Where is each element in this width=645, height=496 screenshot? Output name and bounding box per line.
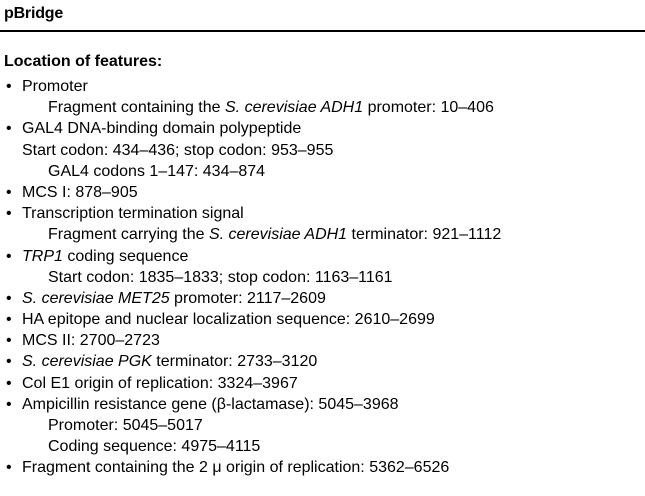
- feature-italic-text: S. cerevisiae ADH1: [208, 226, 348, 244]
- feature-italic-text: S. cerevisiae PGK: [22, 353, 152, 371]
- feature-italic-text: TRP1: [22, 247, 63, 265]
- bullet-icon: •: [6, 459, 12, 477]
- bullet-icon: •: [6, 183, 12, 201]
- feature-item: [4, 118, 644, 139]
- bullet-icon: •: [6, 78, 12, 95]
- feature-text: Fragment carrying the: [48, 226, 209, 244]
- features-list: [4, 76, 644, 479]
- feature-text: MCS II: 2700–2723: [22, 332, 160, 350]
- feature-text: terminator: 921–1112: [347, 226, 502, 244]
- feature-text: coding sequence: [62, 247, 189, 265]
- feature-detail: [4, 436, 644, 457]
- bullet-icon: •: [6, 395, 12, 413]
- feature-detail: [4, 224, 644, 245]
- feature-text: MCS I: 878–905: [22, 183, 138, 201]
- feature-detail: [4, 267, 644, 288]
- bullet-icon: •: [6, 353, 12, 371]
- feature-item: [4, 373, 644, 394]
- feature-text: Fragment containing the: [48, 99, 225, 117]
- feature-text: Fragment containing the 2 μ origin of replication: 5362–6526: [22, 459, 450, 477]
- feature-item: [4, 203, 644, 224]
- feature-detail: [4, 415, 644, 436]
- bullet-icon: •: [6, 205, 12, 223]
- feature-item: [4, 394, 644, 415]
- feature-text: GAL4 codons 1–147: 434–874: [48, 162, 266, 180]
- feature-italic-text: S. cerevisiae MET25: [22, 289, 170, 307]
- feature-item: [4, 182, 644, 203]
- feature-item: [4, 309, 644, 330]
- bullet-icon: •: [6, 332, 12, 350]
- feature-text: Col E1 origin of replication: 3324–3967: [22, 374, 298, 392]
- feature-text: Transcription termination signal: [22, 205, 244, 223]
- feature-text: Coding sequence: 4975–4115: [48, 438, 261, 456]
- bullet-icon: •: [6, 120, 12, 138]
- feature-text: Ampicillin resistance gene (β-lactamase): 5045–3968: [22, 395, 399, 413]
- feature-text: Promoter: 5045–5017: [48, 417, 203, 434]
- bullet-icon: •: [6, 247, 12, 265]
- feature-item: [4, 288, 644, 309]
- title-divider: [0, 30, 645, 32]
- feature-text: promoter: 10–406: [363, 99, 494, 117]
- feature-item: [4, 246, 644, 267]
- feature-text: GAL4 DNA-binding domain polypeptide: [22, 120, 302, 138]
- feature-italic-text: S. cerevisiae ADH1: [225, 99, 364, 117]
- feature-text: promoter: 2117–2609: [169, 289, 326, 307]
- feature-detail: [4, 161, 644, 182]
- bullet-icon: •: [6, 311, 12, 329]
- document-title: pBridge: [4, 5, 64, 22]
- feature-detail: [4, 140, 644, 161]
- feature-text: Promoter: [22, 78, 88, 95]
- section-heading: Location of features:: [4, 53, 163, 70]
- feature-text: HA epitope and nuclear localization sequence: 2610–2699: [22, 311, 435, 329]
- feature-item: [4, 457, 644, 478]
- feature-item: [4, 330, 644, 351]
- bullet-icon: •: [6, 374, 12, 392]
- feature-item: [4, 351, 644, 372]
- feature-item: [4, 76, 644, 97]
- feature-text: Start codon: 1835–1833; stop codon: 1163–1161: [48, 268, 393, 286]
- feature-detail: [4, 97, 644, 118]
- feature-text: terminator: 2733–3120: [151, 353, 318, 371]
- feature-text: Start codon: 434–436; stop codon: 953–955: [22, 141, 334, 159]
- bullet-icon: •: [6, 289, 12, 307]
